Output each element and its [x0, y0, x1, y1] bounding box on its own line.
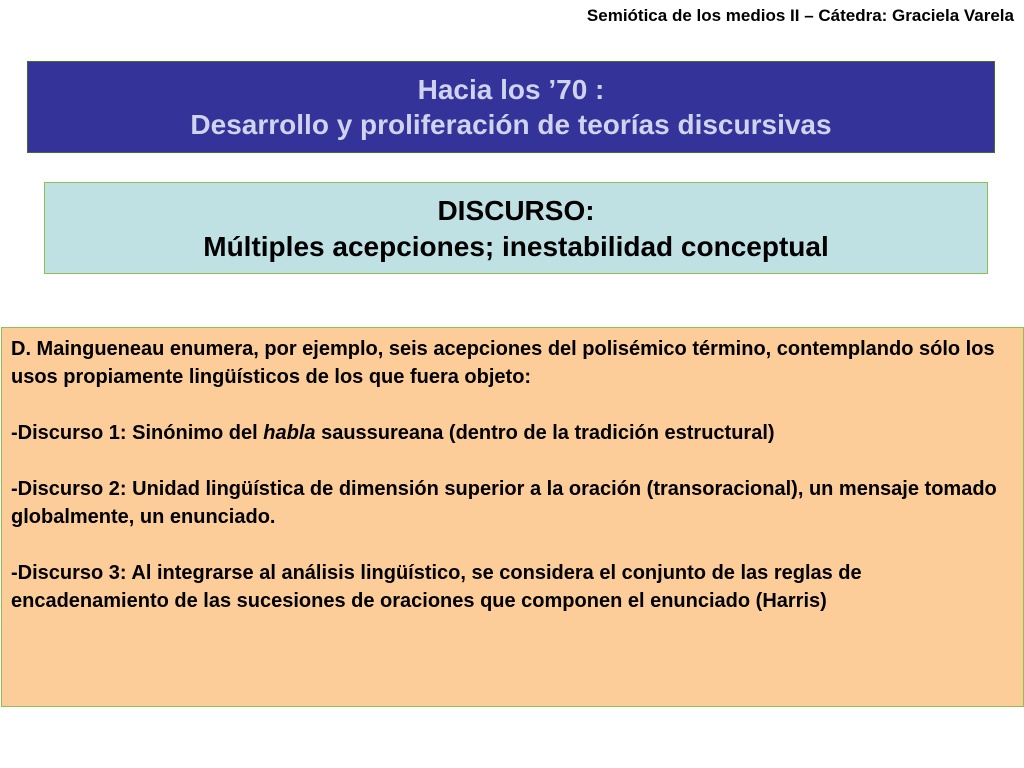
- subtitle-line-2: Múltiples acepciones; inestabilidad conceptual: [203, 231, 829, 262]
- slide-subtitle: [44, 182, 988, 274]
- title-line-2: Desarrollo y proliferación de teorías discursivas: [190, 109, 832, 140]
- slide-title: [27, 61, 995, 153]
- discurso-2-item: -Discurso 2: Unidad lingüística de dimensión superior a la oración (transoracional), un mensaje tomado globalmente, un enunciado.: [11, 478, 997, 528]
- discurso-1-italic: habla: [263, 422, 316, 444]
- intro-paragraph: D. Maingueneau enumera, por ejemplo, seis acepciones del polisémico término, contemplando sólo los usos propiamente lingüísticos de los que fuera objeto:: [11, 338, 995, 388]
- discurso-1-after: saussureana (dentro de la tradición estructural): [315, 422, 775, 444]
- course-header: Semiótica de los medios II – Cátedra: Graciela Varela: [586, 6, 1014, 25]
- title-line-1: Hacia los ’70 :: [417, 74, 605, 105]
- discurso-1-item: [11, 419, 1015, 447]
- content-panel: [1, 327, 1024, 707]
- discurso-1-before: -Discurso 1: Sinónimo del: [11, 422, 264, 444]
- subtitle-line-1: DISCURSO:: [437, 195, 595, 226]
- discurso-3-item: -Discurso 3: Al integrarse al análisis lingüístico, se considera el conjunto de las reglas de encadenamiento de las sucesiones de oraciones que componen el enunciado (Harris): [11, 562, 862, 612]
